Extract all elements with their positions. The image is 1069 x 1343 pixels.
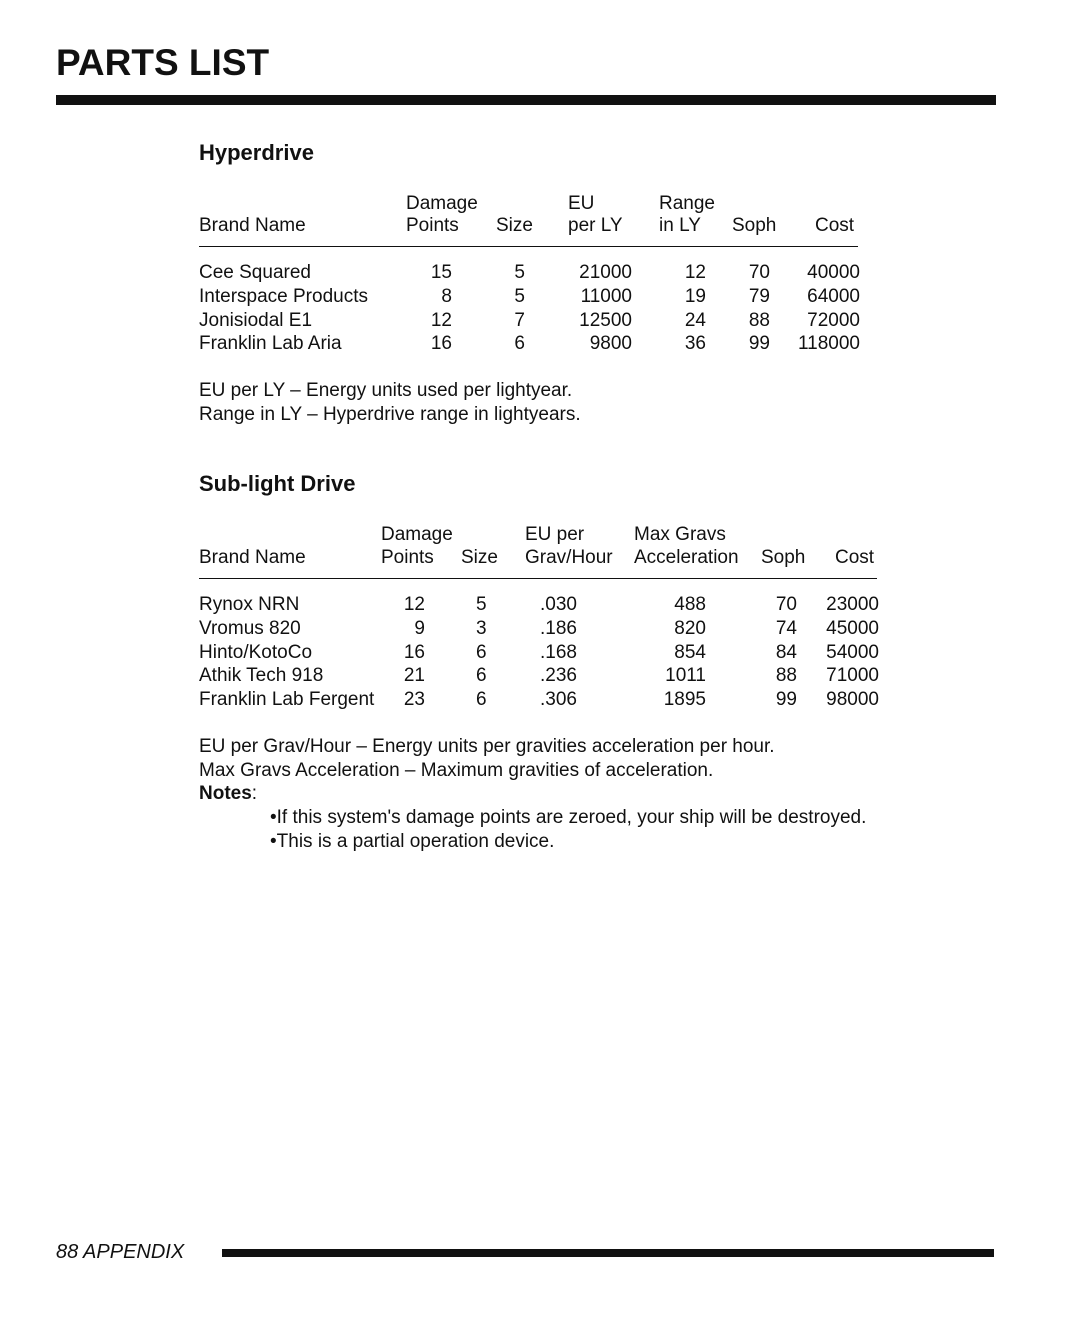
table-cell-eu: 11000	[580, 286, 632, 307]
table-cell-size: 6	[476, 665, 487, 686]
table-cell-soph: 99	[748, 333, 770, 354]
table-cell-soph: 88	[775, 665, 797, 686]
hyperdrive-header-range-2: in LY	[659, 215, 701, 236]
table-cell-size: 5	[514, 262, 525, 283]
hyperdrive-header-size: Size	[496, 215, 533, 236]
table-cell-damage: 8	[441, 286, 452, 307]
table-cell-eu: 21000	[579, 262, 632, 283]
table-cell-eu: 12500	[579, 310, 632, 331]
table-cell-damage: 12	[403, 594, 425, 615]
page-footer-label: 88 APPENDIX	[56, 1241, 185, 1263]
table-cell-size: 7	[514, 310, 525, 331]
table-cell-grav: 854	[674, 642, 706, 663]
table-cell-brand: Athik Tech 918	[199, 665, 324, 686]
hyperdrive-header-eu-1: EU	[568, 193, 595, 214]
table-cell-grav: 488	[674, 594, 706, 615]
sublight-note-eu: EU per Grav/Hour – Energy units per gravities acceleration per hour.	[199, 736, 775, 757]
hyperdrive-header-rule	[199, 246, 858, 247]
page-title: PARTS LIST	[56, 42, 270, 83]
table-cell-damage: 16	[430, 333, 452, 354]
table-cell-damage: 23	[403, 689, 425, 710]
table-cell-eu: .236	[540, 665, 577, 686]
notes-heading-label: Notes	[199, 783, 252, 804]
table-cell-eu: .168	[540, 642, 577, 663]
table-cell-cost: 118000	[798, 333, 860, 354]
table-cell-damage: 9	[414, 618, 425, 639]
table-cell-damage: 12	[430, 310, 452, 331]
notes-heading	[199, 782, 257, 806]
table-cell-cost: 71000	[826, 665, 879, 686]
table-cell-soph: 79	[748, 286, 770, 307]
table-cell-damage: 16	[403, 642, 425, 663]
hyperdrive-header-brand: Brand Name	[199, 215, 306, 236]
table-cell-brand: Cee Squared	[199, 262, 311, 283]
table-cell-size: 3	[476, 618, 487, 639]
table-cell-cost: 98000	[826, 689, 879, 710]
table-cell-brand: Jonisiodal E1	[199, 310, 313, 331]
sublight-header-size: Size	[461, 547, 498, 568]
sublight-header-brand: Brand Name	[199, 547, 306, 568]
table-cell-soph: 70	[775, 594, 797, 615]
table-cell-brand: Hinto/KotoCo	[199, 642, 313, 663]
table-cell-range: 19	[684, 286, 706, 307]
notes-bullet: •If this system's damage points are zeroed, your ship will be destroyed.	[270, 807, 867, 828]
table-cell-damage: 15	[430, 262, 452, 283]
table-cell-grav: 820	[674, 618, 706, 639]
table-cell-range: 12	[684, 262, 706, 283]
table-cell-soph: 88	[748, 310, 770, 331]
hyperdrive-header-eu-2: per LY	[568, 215, 623, 236]
table-cell-size: 5	[476, 594, 487, 615]
sublight-header-soph: Soph	[761, 547, 806, 568]
table-cell-size: 6	[476, 642, 487, 663]
table-cell-cost: 54000	[826, 642, 879, 663]
sublight-header-grav-1: Max Gravs	[634, 524, 726, 545]
table-cell-grav: 1895	[663, 689, 706, 710]
table-cell-range: 24	[684, 310, 706, 331]
table-cell-size: 5	[514, 286, 525, 307]
table-cell-eu: 9800	[589, 333, 632, 354]
sublight-note-grav: Max Gravs Acceleration – Maximum gravities of acceleration.	[199, 760, 714, 781]
footer-rule	[222, 1249, 994, 1257]
table-cell-cost: 64000	[807, 286, 860, 307]
table-cell-soph: 84	[775, 642, 797, 663]
table-cell-soph: 99	[775, 689, 797, 710]
table-cell-range: 36	[684, 333, 706, 354]
sublight-header-damage-2: Points	[381, 547, 434, 568]
table-cell-brand: Rynox NRN	[199, 594, 300, 615]
hyperdrive-header-damage-1: Damage	[406, 193, 478, 214]
hyperdrive-header-damage-2: Points	[406, 215, 459, 236]
table-cell-size: 6	[476, 689, 487, 710]
table-cell-eu: .186	[540, 618, 577, 639]
table-cell-cost: 72000	[807, 310, 860, 331]
notes-heading-colon: :	[251, 783, 258, 804]
table-cell-brand: Vromus 820	[199, 618, 301, 639]
table-cell-cost: 40000	[807, 262, 860, 283]
title-rule	[56, 95, 996, 105]
hyperdrive-note-range: Range in LY – Hyperdrive range in lightyears.	[199, 404, 581, 425]
sublight-header-grav-2: Acceleration	[634, 547, 739, 568]
sublight-title: Sub-light Drive	[199, 471, 356, 496]
table-cell-size: 6	[514, 333, 525, 354]
table-cell-eu: .306	[540, 689, 577, 710]
table-cell-damage: 21	[403, 665, 425, 686]
hyperdrive-note-eu: EU per LY – Energy units used per lightyear.	[199, 380, 573, 401]
hyperdrive-header-soph: Soph	[732, 215, 777, 236]
table-cell-brand: Franklin Lab Aria	[199, 333, 342, 354]
sublight-header-damage-1: Damage	[381, 524, 453, 545]
table-cell-brand: Franklin Lab Fergent	[199, 689, 375, 710]
sublight-header-eu-1: EU per	[525, 524, 585, 545]
sublight-header-cost: Cost	[835, 547, 875, 568]
table-cell-soph: 74	[775, 618, 797, 639]
hyperdrive-title: Hyperdrive	[199, 140, 314, 165]
table-cell-cost: 23000	[826, 594, 879, 615]
table-cell-soph: 70	[748, 262, 770, 283]
sublight-header-eu-2: Grav/Hour	[525, 547, 613, 568]
table-cell-grav: 1011	[665, 665, 706, 686]
hyperdrive-header-cost: Cost	[815, 215, 855, 236]
table-cell-cost: 45000	[826, 618, 879, 639]
hyperdrive-header-range-1: Range	[659, 193, 715, 214]
table-cell-brand: Interspace Products	[199, 286, 368, 307]
table-cell-eu: .030	[540, 594, 577, 615]
notes-bullet: •This is a partial operation device.	[270, 831, 555, 852]
sublight-header-rule	[199, 578, 877, 579]
